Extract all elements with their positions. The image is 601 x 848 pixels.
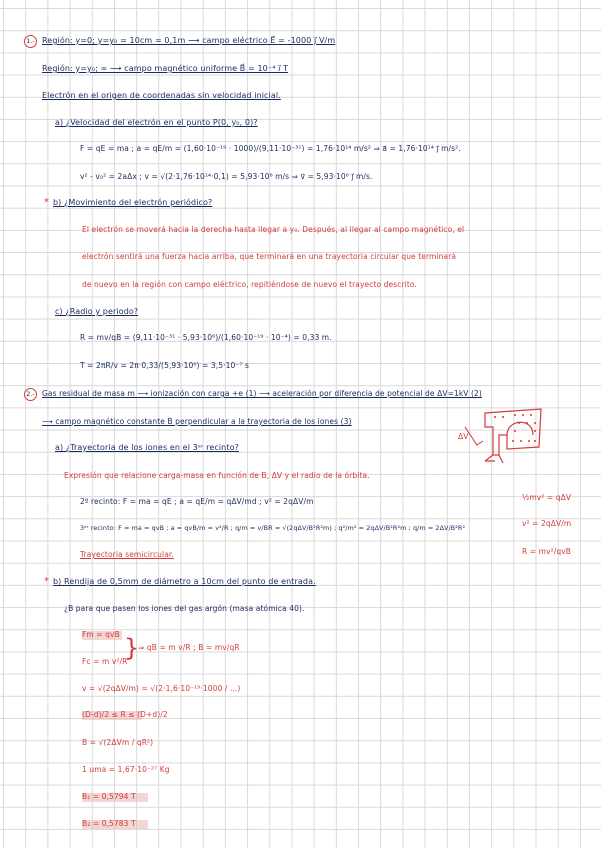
p1-a-equation-2: v² - v₀² = 2aΔx ; v = √(2·1,76·10¹⁴·0,1) = 5,93·10⁶ m/s ⇒ v⃗ = 5,93·10⁶ j⃗ m/s.	[80, 172, 373, 181]
problem-2-badge: 2.-	[24, 388, 37, 401]
force-result: ⇒ qB = m v/R ; B = mv/qR	[138, 643, 240, 652]
p1-b-question: b) ¿Movimiento del electrón periódico?	[53, 198, 213, 207]
p1-a-question: a) ¿Velocidad del electrón en el punto P(0, y₀, 0)?	[55, 118, 258, 127]
asterisk-icon: *	[44, 197, 49, 208]
p2-b-subquestion: ¿B para que pasen los iones del gas argón (masa atómica 40).	[64, 604, 305, 613]
p2-line-2: ⟶ campo magnético constante B perpendicular a la trayectoria de los iones (3)	[42, 417, 352, 426]
p2-a-question: a) ¿Trayectoria de los iones en el 3ᵉʳ recinto?	[55, 443, 239, 452]
p1-b-answer-line-2: electrón sentirá una fuerza hacia arriba, que terminará en una trayectoria circular que terminará	[82, 252, 457, 261]
p1-c-question: c) ¿Radio y periodo?	[55, 307, 139, 316]
side-note-3: R = mv²/qvB	[522, 547, 571, 556]
p2-b-question: b) Rendija de 0,5mm de diámetro a 10cm del punto de entrada.	[53, 577, 316, 586]
p2-a-recinto-3: 3ᵉʳ recinto: F = ma = qvB ; a = qvB/m = v²/R ; q/m = v/BR = √(2qΔV/B²R²m) ; q²/m² = 2qΔV/B²R²m ; q/m = 2ΔV/B²R²	[80, 524, 466, 532]
p1-b-answer-line-1: El electrón se moverá hacia la derecha hasta llegar a y₀. Después, al llegar al campo magnético, el	[82, 225, 465, 234]
p2-a-trajectory: Trayectoria semicircular.	[80, 550, 174, 559]
atomic-mass-unit: 1 uma = 1,67·10⁻²⁷ Kg	[82, 765, 170, 774]
p2-a-intro: Expresión que relacione carga-masa en función de B, ΔV y el radio de la órbita.	[64, 471, 370, 480]
force-centripetal: Fc = m v²/R	[82, 657, 128, 666]
diagram-label: ΔV	[458, 432, 469, 441]
apparatus-sketch	[455, 405, 545, 467]
result-b2: B₂ = 0,5783 T	[82, 819, 136, 828]
p1-c-equation-2: T = 2πR/v = 2π·0,33/(5,93·10⁶) = 3,5·10⁻⁷ s	[80, 361, 249, 370]
velocity-expression: v = √(2qΔV/m) = √(2·1,6·10⁻¹⁹·1000 / ...)	[82, 684, 241, 693]
side-note-2: v² = 2qΔV/m	[522, 519, 572, 528]
p1-a-equation-1: F = qE = ma ; a = qE/m = (1,60·10⁻¹⁹ · 1000)/(9,11·10⁻³¹) = 1,76·10¹⁴ m/s² ⇒ a⃗ = 1,76·10¹⁴ j⃗ m/s².	[80, 144, 461, 153]
result-b1: B₁ = 0,5794 T	[82, 792, 136, 801]
p1-c-equation-1: R = mv/qB = (9,11·10⁻³¹ · 5,93·10⁶)/(1,60·10⁻¹⁹ · 10⁻⁴) = 0,33 m.	[80, 333, 332, 342]
p1-b-answer-line-3: de nuevo en la región con campo eléctrico, repitiéndose de nuevo el trayecto descrito.	[82, 280, 417, 289]
p2-line-1: Gas residual de masa m ⟶ ionización con carga +e (1) ⟶ aceleración por diferencia de potencial de ΔV=1kV (2)	[42, 389, 482, 398]
force-magnetic: Fm = qvB	[82, 630, 120, 639]
problem-1-badge: 1.-	[24, 35, 37, 48]
asterisk-icon: *	[44, 576, 49, 587]
side-note-1: ½mv² = qΔV	[522, 493, 572, 502]
p1-line-3: Electrón en el origen de coordenadas sin velocidad inicial.	[42, 91, 281, 100]
b-field-expression: B = √(2ΔVm / qR²)	[82, 738, 154, 747]
brace-icon: }	[124, 634, 140, 662]
p1-line-1: Región: y=0; y=y₀ = 10cm = 0,1m ⟶ campo eléctrico E⃗ = -1000 j⃗ V/m	[42, 36, 336, 45]
radius-bounds: (D-d)/2 ≤ R ≤ (D+d)/2	[82, 710, 168, 719]
p2-a-recinto-2: 2º recinto: F = ma = qE ; a = qE/m = qΔV/md ; v² = 2qΔV/m	[80, 497, 314, 506]
p1-line-2: Región: y=y₀; ∞ ⟶ campo magnético uniforme B⃗ = 10⁻⁴ i⃗ T	[42, 64, 289, 73]
